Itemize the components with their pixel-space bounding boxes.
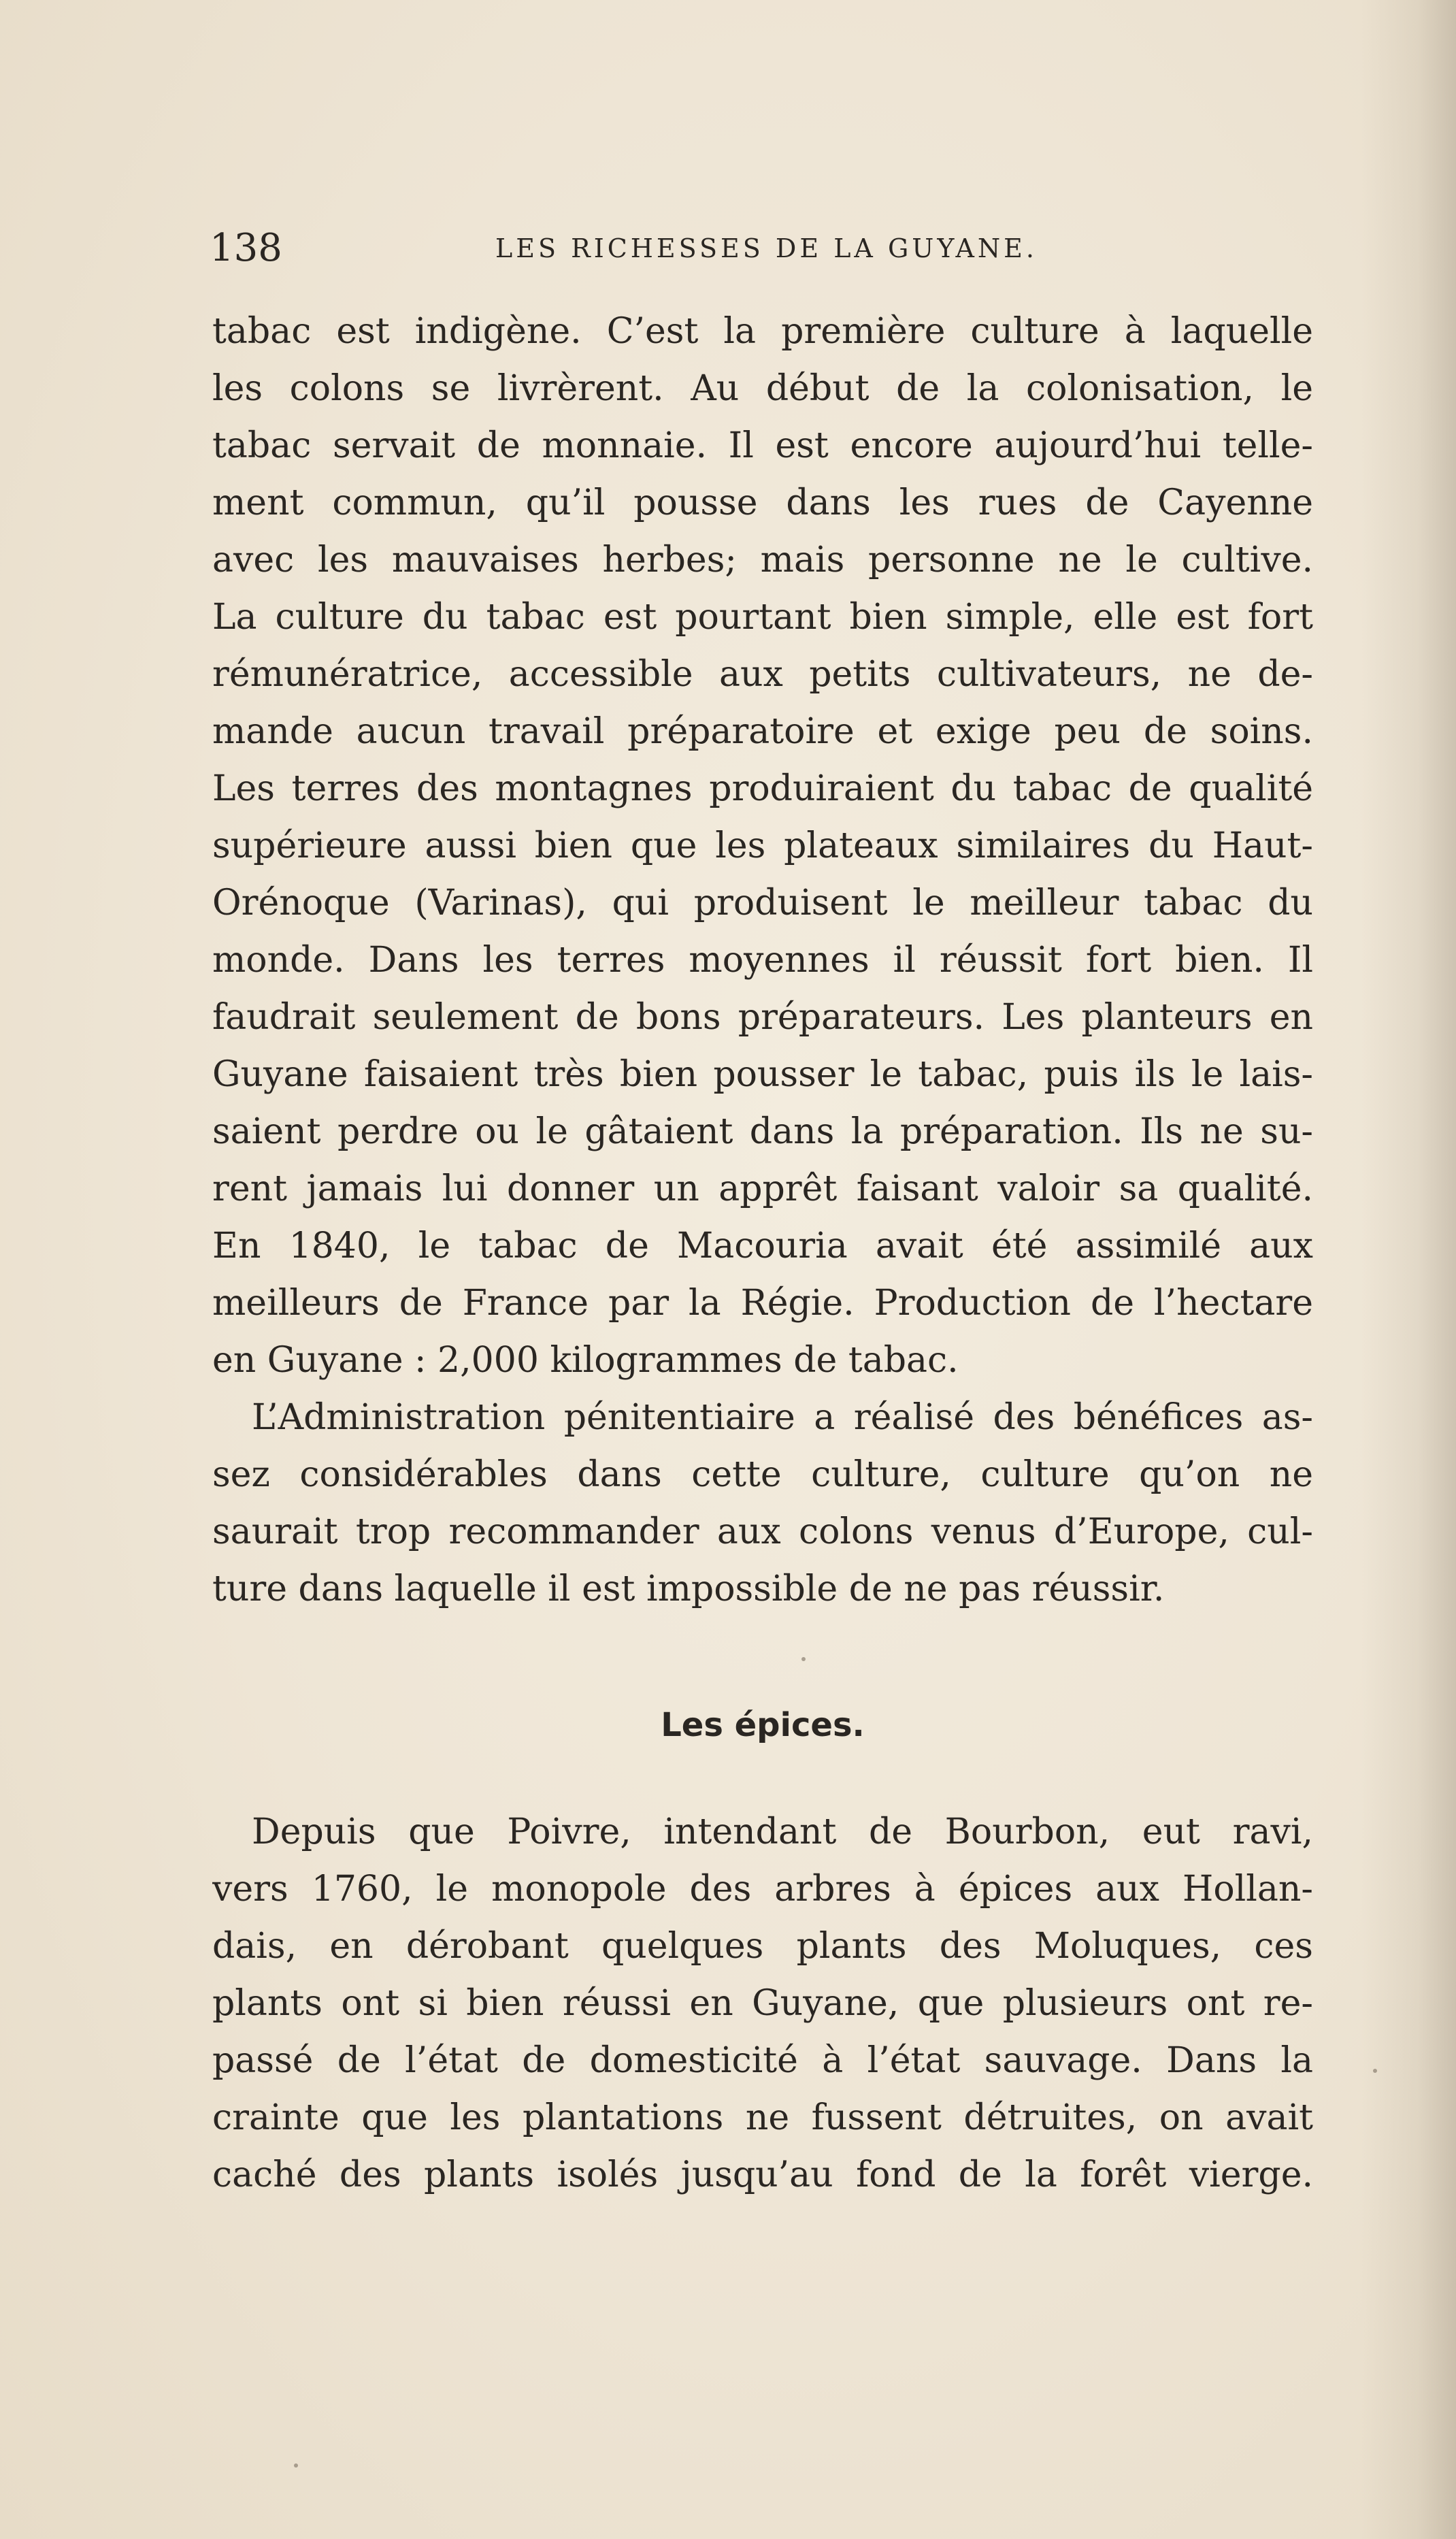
text-line: les colons se livrèrent. Au début de la colonisation, le: [212, 368, 1313, 409]
text-line: tabac servait de monnaie. Il est encore aujourd’hui telle-: [212, 425, 1313, 466]
text-line: ment commun, qu’il pousse dans les rues de Cayenne: [212, 482, 1313, 523]
text-line: rent jamais lui donner un apprêt faisant valoir sa qualité.: [212, 1168, 1313, 1209]
paragraph-epices: [212, 1803, 1313, 2204]
paragraph-tabac: [212, 303, 1313, 1389]
paper-speck: [294, 2463, 298, 2468]
text-line: Depuis que Poivre, intendant de Bourbon, eut ravi,: [252, 1812, 1313, 1852]
page-header: [210, 221, 1312, 276]
text-line: Guyane faisaient très bien pousser le tabac, puis ils le lais-: [212, 1054, 1313, 1095]
text-line: En 1840, le tabac de Macouria avait été assimilé aux: [212, 1226, 1313, 1266]
text-line: Les terres des montagnes produiraient du tabac de qualité: [212, 768, 1313, 809]
text-line: dais, en dérobant quelques plants des Moluques, ces: [212, 1926, 1313, 1967]
text-line: sez considérables dans cette culture, culture qu’on ne: [212, 1454, 1313, 1495]
text-line: L’Administration pénitentiaire a réalisé des bénéfices as-: [252, 1397, 1313, 1438]
text-line: La culture du tabac est pourtant bien simple, elle est fort: [212, 597, 1313, 638]
text-line: mande aucun travail préparatoire et exige peu de soins.: [212, 711, 1313, 752]
text-line: rémunératrice, accessible aux petits cultivateurs, ne de-: [212, 654, 1313, 695]
page-edge-shadow: [1361, 0, 1456, 2539]
text-line: en Guyane : 2,000 kilogrammes de tabac.: [212, 1340, 959, 1381]
running-title: LES RICHESSES DE LA GUYANE.: [495, 233, 1038, 263]
text-line: crainte que les plantations ne fussent détruites, on avait: [212, 2097, 1313, 2138]
text-line: vers 1760, le monopole des arbres à épices aux Hollan-: [212, 1869, 1313, 1910]
page-number: 138: [210, 226, 282, 270]
text-line: caché des plants isolés jusqu’au fond de la forêt vierge.: [212, 2155, 1313, 2195]
text-line: monde. Dans les terres moyennes il réussit fort bien. Il: [212, 940, 1313, 981]
text-line: faudrait seulement de bons préparateurs. Les planteurs en: [212, 997, 1313, 1038]
text-line: meilleurs de France par la Régie. Production de l’hectare: [212, 1283, 1313, 1324]
paper-speck: [801, 1657, 806, 1661]
paper-speck: [1373, 2069, 1377, 2073]
text-line: supérieure aussi bien que les plateaux similaires du Haut-: [212, 825, 1313, 866]
text-line: ture dans laquelle il est impossible de ne pas réussir.: [212, 1569, 1165, 1609]
paragraph-administration: [212, 1389, 1313, 1618]
text-line: Orénoque (Varinas), qui produisent le meilleur tabac du: [212, 883, 1313, 923]
text-line: tabac est indigène. C’est la première culture à laquelle: [212, 311, 1313, 352]
body-text-lower: [212, 1803, 1313, 2204]
body-text-upper: [212, 303, 1313, 1618]
text-line: avec les mauvaises herbes; mais personne ne le cultive.: [212, 540, 1313, 580]
text-line: saurait trop recommander aux colons venus d’Europe, cul-: [212, 1511, 1313, 1552]
section-heading: Les épices.: [661, 1706, 865, 1744]
text-line: passé de l’état de domesticité à l’état sauvage. Dans la: [212, 2040, 1313, 2081]
text-line: saient perdre ou le gâtaient dans la préparation. Ils ne su-: [212, 1111, 1313, 1152]
text-line: plants ont si bien réussi en Guyane, que plusieurs ont re-: [212, 1983, 1313, 2024]
